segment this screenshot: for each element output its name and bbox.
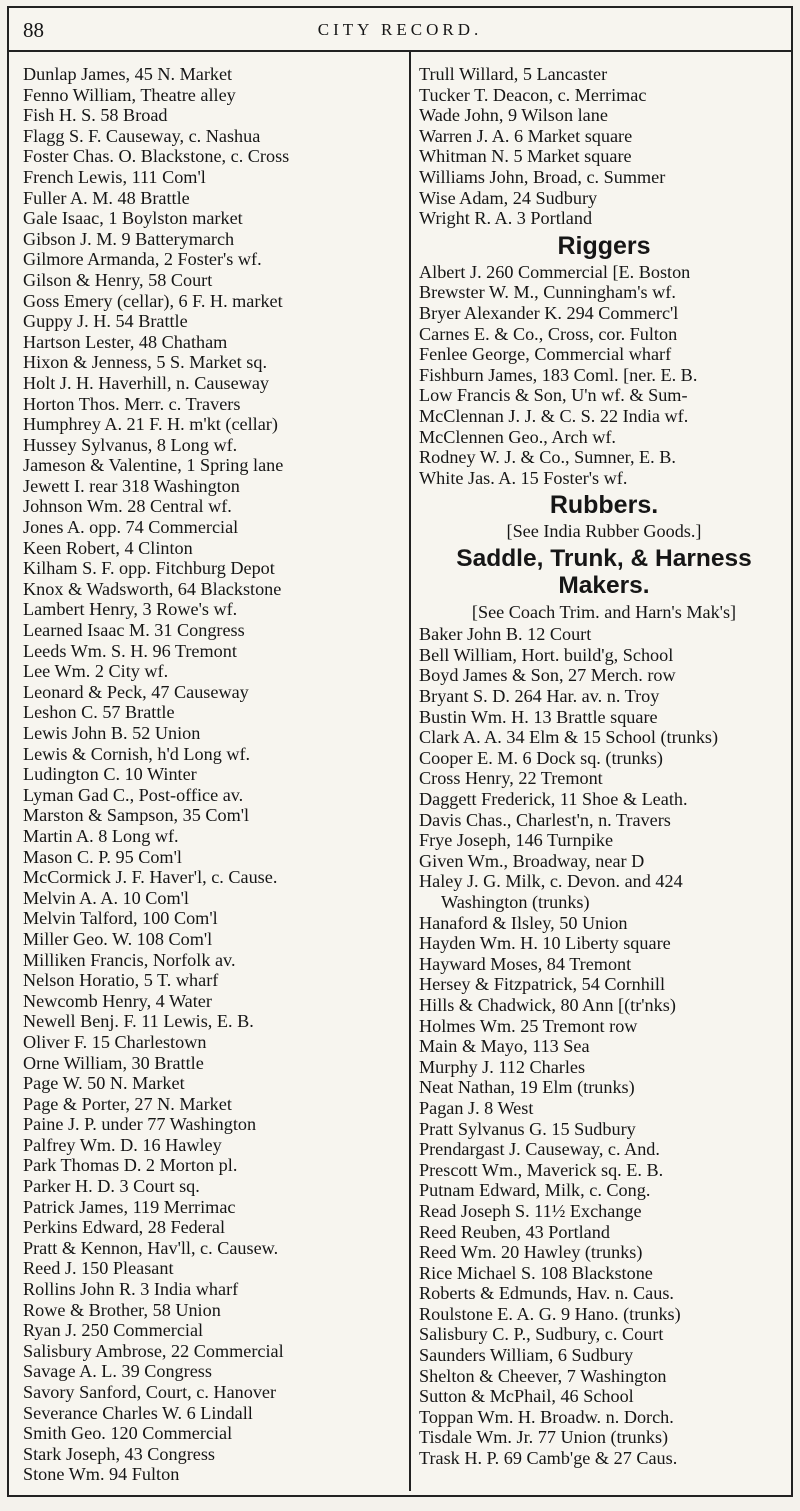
directory-entry: Williams John, Broad, c. Summer [419, 166, 666, 187]
directory-entry: Holmes Wm. 25 Tremont row [419, 1015, 638, 1036]
directory-entry: Perkins Edward, 28 Federal [23, 1217, 226, 1238]
directory-entry: Nelson Horatio, 5 T. wharf [23, 970, 219, 991]
directory-entry: Fishburn James, 183 Coml. [ner. E. B. [419, 364, 698, 385]
section-heading-rubbers: Rubbers. [549, 491, 659, 520]
left-column [23, 64, 405, 1485]
directory-entry: Stark Joseph, 43 Congress [23, 1443, 215, 1464]
directory-entry: Tisdale Wm. Jr. 77 Union (trunks) [419, 1427, 669, 1448]
directory-entry: Salisbury C. P., Sudbury, c. Court [419, 1324, 664, 1345]
directory-entry: Mason C. P. 95 Com'l [23, 846, 182, 867]
directory-entry: Marston & Sampson, 35 Com'l [23, 805, 250, 826]
directory-entry: Bryer Alexander K. 294 Commerc'l [419, 302, 679, 323]
directory-entry: Gibson J. M. 9 Batterymarch [23, 228, 235, 249]
directory-entry: Cross Henry, 22 Tremont [419, 768, 603, 789]
directory-entry: Rodney W. J. & Co., Sumner, E. B. [419, 447, 676, 468]
column-divider [409, 52, 411, 1491]
directory-entry: Humphrey A. 21 F. H. m'kt (cellar) [23, 414, 278, 435]
directory-entry: Fuller A. M. 48 Brattle [23, 187, 190, 208]
directory-entry: Ryan J. 250 Commercial [23, 1320, 204, 1341]
directory-entry: Read Joseph S. 11½ Exchange [419, 1200, 642, 1221]
directory-entry: Lee Wm. 2 City wf. [23, 661, 169, 682]
directory-entry: Albert J. 260 Commercial [E. Boston [419, 261, 691, 282]
directory-entry: Jameson & Valentine, 1 Spring lane [23, 455, 284, 476]
directory-entry: Guppy J. H. 54 Brattle [23, 311, 188, 332]
directory-entry: McCormick J. F. Haver'l, c. Cause. [23, 867, 278, 888]
directory-entry: Fish H. S. 58 Broad [23, 105, 168, 126]
directory-entry: Dunlap James, 45 N. Market [23, 64, 233, 84]
directory-entry: Wise Adam, 24 Sudbury [419, 187, 598, 208]
directory-entry: Saunders William, 6 Sudbury [419, 1345, 634, 1366]
directory-entry: Bell William, Hort. build'g, School [419, 644, 674, 665]
directory-entry: Rice Michael S. 108 Blackstone [419, 1262, 653, 1283]
directory-entry: Murphy J. 112 Charles [419, 1056, 586, 1077]
directory-entry: Daggett Frederick, 11 Shoe & Leath. [419, 789, 688, 810]
directory-entry: Kilham S. F. opp. Fitchburg Depot [23, 558, 275, 579]
saddle-cross-reference: [See Coach Trim. and Harn's Mak's] [471, 602, 737, 623]
directory-entry: Putnam Edward, Milk, c. Cong. [419, 1180, 651, 1201]
directory-entry: Reed J. 150 Pleasant [23, 1258, 174, 1279]
page-header [9, 8, 791, 52]
directory-entry: Newcomb Henry, 4 Water [23, 990, 212, 1011]
running-head: CITY RECORD. [317, 20, 483, 39]
directory-entry: Rowe & Brother, 58 Union [23, 1299, 221, 1320]
directory-entry: Prendargast J. Causeway, c. And. [419, 1139, 660, 1160]
directory-entry: Hersey & Fitzpatrick, 54 Cornhill [419, 974, 665, 995]
directory-entry: Palfrey Wm. D. 16 Hawley [23, 1134, 222, 1155]
directory-entry: Brewster W. M., Cunningham's wf. [419, 282, 676, 303]
directory-entry: Johnson Wm. 28 Central wf. [23, 496, 232, 517]
directory-entry: Frye Joseph, 146 Turnpike [419, 830, 614, 851]
directory-entry: Bustin Wm. H. 13 Brattle square [419, 706, 658, 727]
directory-entry: Jewett I. rear 318 Washington [23, 475, 240, 496]
directory-entry: Hixon & Jenness, 5 S. Market sq. [23, 352, 268, 373]
directory-entry: Sutton & McPhail, 46 School [419, 1386, 634, 1407]
directory-entry: Reed Reuben, 43 Portland [419, 1221, 610, 1242]
directory-entry: Baker John B. 12 Court [419, 624, 592, 645]
directory-entry: Hayden Wm. H. 10 Liberty square [419, 933, 671, 954]
directory-entry: Savory Sanford, Court, c. Hanover [23, 1382, 277, 1402]
directory-entry: Parker H. D. 3 Court sq. [23, 1176, 200, 1197]
directory-entry: Low Francis & Son, U'n wf. & Sum- [419, 385, 688, 406]
directory-entry: Milliken Francis, Norfolk av. [23, 949, 236, 970]
directory-entry: Roulstone E. A. G. 9 Hano. (trunks) [419, 1303, 681, 1324]
directory-entry: Fenlee George, Commercial wharf [419, 344, 672, 365]
directory-entry: Main & Mayo, 113 Sea [419, 1036, 590, 1057]
directory-entry: Orne William, 30 Brattle [23, 1052, 204, 1073]
directory-entry: French Lewis, 111 Com'l [23, 166, 206, 187]
directory-entry: Fenno William, Theatre alley [23, 84, 236, 105]
right-column [419, 64, 789, 1469]
section-heading-saddle-line2: Makers. [558, 572, 650, 600]
directory-entry: Goss Emery (cellar), 6 F. H. market [23, 290, 283, 311]
directory-entry: Page W. 50 N. Market [23, 1073, 185, 1094]
saddle-makers-list [419, 624, 789, 1468]
directory-entry: Keen Robert, 4 Clinton [23, 537, 193, 558]
directory-entry: Gilmore Armanda, 2 Foster's wf. [23, 249, 262, 270]
directory-entry: Leeds Wm. S. H. 96 Tremont [23, 640, 237, 661]
directory-entry: Hayward Moses, 84 Tremont [419, 953, 632, 974]
directory-entry: Flagg S. F. Causeway, c. Nashua [23, 125, 261, 146]
directory-entry: Melvin Talford, 100 Com'l [23, 908, 218, 929]
directory-entry: Holt J. H. Haverhill, n. Causeway [23, 372, 269, 393]
directory-entry: McClennen Geo., Arch wf. [419, 426, 616, 447]
directory-entry: Leshon C. 57 Brattle [23, 702, 175, 723]
directory-entry: Patrick James, 119 Merrimac [23, 1196, 236, 1217]
directory-entry: Boyd James & Son, 27 Merch. row [419, 665, 676, 686]
directory-entry: Davis Chas., Charlest'n, n. Travers [419, 809, 671, 830]
section-heading-saddle-line1: Saddle, Trunk, & Harness [456, 545, 752, 573]
directory-entry: Reed Wm. 20 Hawley (trunks) [419, 1242, 643, 1263]
directory-entry: Neat Nathan, 19 Elm (trunks) [419, 1077, 635, 1098]
directory-entry: Washington (trunks) [441, 892, 590, 912]
directory-entry: Given Wm., Broadway, near D [419, 850, 645, 871]
directory-entry: Page & Porter, 27 N. Market [23, 1093, 232, 1114]
section-heading-riggers: Riggers [557, 231, 651, 260]
directory-entry: Cooper E. M. 6 Dock sq. (trunks) [419, 747, 663, 768]
directory-entry: Foster Chas. O. Blackstone, c. Cross [23, 146, 290, 167]
directory-entry: Pagan J. 8 West [419, 1097, 534, 1118]
directory-entry: White Jas. A. 15 Foster's wf. [419, 467, 628, 488]
directory-entry: Rollins John R. 3 India wharf [23, 1279, 239, 1300]
directory-entry: Whitman N. 5 Market square [419, 146, 632, 167]
directory-entry: Knox & Wadsworth, 64 Blackstone [23, 578, 282, 599]
directory-entry: Smith Geo. 120 Commercial [23, 1423, 233, 1444]
directory-entry: Bryant S. D. 264 Har. av. n. Troy [419, 686, 660, 707]
directory-entry: Lewis & Cornish, h'd Long wf. [23, 743, 251, 764]
riggers-list [419, 262, 789, 489]
continued-entries [419, 64, 789, 229]
directory-entry: Newell Benj. F. 11 Lewis, E. B. [23, 1011, 254, 1032]
page-number: 88 [23, 18, 44, 42]
directory-entry: Martin A. 8 Long wf. [23, 825, 179, 846]
directory-entry: Carnes E. & Co., Cross, cor. Fulton [419, 323, 678, 344]
directory-entry: Pratt Sylvanus G. 15 Sudbury [419, 1118, 636, 1139]
directory-entry: Roberts & Edmunds, Hav. n. Caus. [419, 1283, 674, 1304]
directory-entry: Hartson Lester, 48 Chatham [23, 331, 228, 352]
directory-entry: Lewis John B. 52 Union [23, 723, 201, 743]
directory-entry: Haley J. G. Milk, c. Devon. and 424 [419, 871, 683, 892]
directory-entry: Stone Wm. 94 Fulton [23, 1464, 180, 1485]
directory-entry: Horton Thos. Merr. c. Travers [23, 393, 241, 414]
directory-entry: Hanaford & Ilsley, 50 Union [419, 912, 628, 933]
directory-entry: Severance Charles W. 6 Lindall [23, 1402, 253, 1423]
directory-entry: Gilson & Henry, 58 Court [23, 269, 213, 290]
directory-entry: Lambert Henry, 3 Rowe's wf. [23, 599, 238, 620]
directory-entry: Oliver F. 15 Charlestown [23, 1031, 207, 1052]
directory-entry: Jones A. opp. 74 Commercial [23, 517, 239, 538]
directory-page [7, 6, 793, 1497]
directory-entry: Prescott Wm., Maverick sq. E. B. [419, 1159, 664, 1180]
directory-entry: Leonard & Peck, 47 Causeway [23, 681, 249, 702]
directory-entry: Wade John, 9 Wilson lane [419, 105, 608, 126]
directory-entry: Melvin A. A. 10 Com'l [23, 887, 189, 908]
directory-entry: Miller Geo. W. 108 Com'l [23, 928, 213, 949]
directory-entry: Savage A. L. 39 Congress [23, 1361, 212, 1382]
directory-entry: Trask H. P. 69 Camb'ge & 27 Caus. [419, 1448, 678, 1469]
directory-entry: Paine J. P. under 77 Washington [23, 1114, 257, 1135]
directory-entry: Toppan Wm. H. Broadw. n. Dorch. [419, 1406, 674, 1427]
directory-entry: Wright R. A. 3 Portland [419, 208, 593, 229]
directory-entry: Gale Isaac, 1 Boylston market [23, 208, 243, 229]
rubbers-cross-reference: [See India Rubber Goods.] [506, 521, 702, 542]
directory-entry: Salisbury Ambrose, 22 Commercial [23, 1340, 284, 1361]
directory-entry: Lyman Gad C., Post-office av. [23, 784, 244, 805]
directory-entry: Learned Isaac M. 31 Congress [23, 620, 245, 641]
directory-entry: Hills & Chadwick, 80 Ann [(tr'nks) [419, 994, 676, 1015]
directory-entry: McClennan J. J. & C. S. 22 India wf. [419, 405, 689, 426]
directory-entry: Warren J. A. 6 Market square [419, 125, 633, 146]
directory-entry: Shelton & Cheever, 7 Washington [419, 1365, 667, 1386]
directory-entry: Park Thomas D. 2 Morton pl. [23, 1155, 238, 1176]
directory-entry: Ludington C. 10 Winter [23, 764, 197, 785]
directory-entry: Pratt & Kennon, Hav'll, c. Causew. [23, 1237, 279, 1258]
directory-entry: Trull Willard, 5 Lancaster [419, 64, 608, 84]
directory-entry: Tucker T. Deacon, c. Merrimac [419, 84, 647, 105]
directory-entry: Hussey Sylvanus, 8 Long wf. [23, 434, 238, 455]
directory-entry: Clark A. A. 34 Elm & 15 School (trunks) [419, 727, 719, 748]
